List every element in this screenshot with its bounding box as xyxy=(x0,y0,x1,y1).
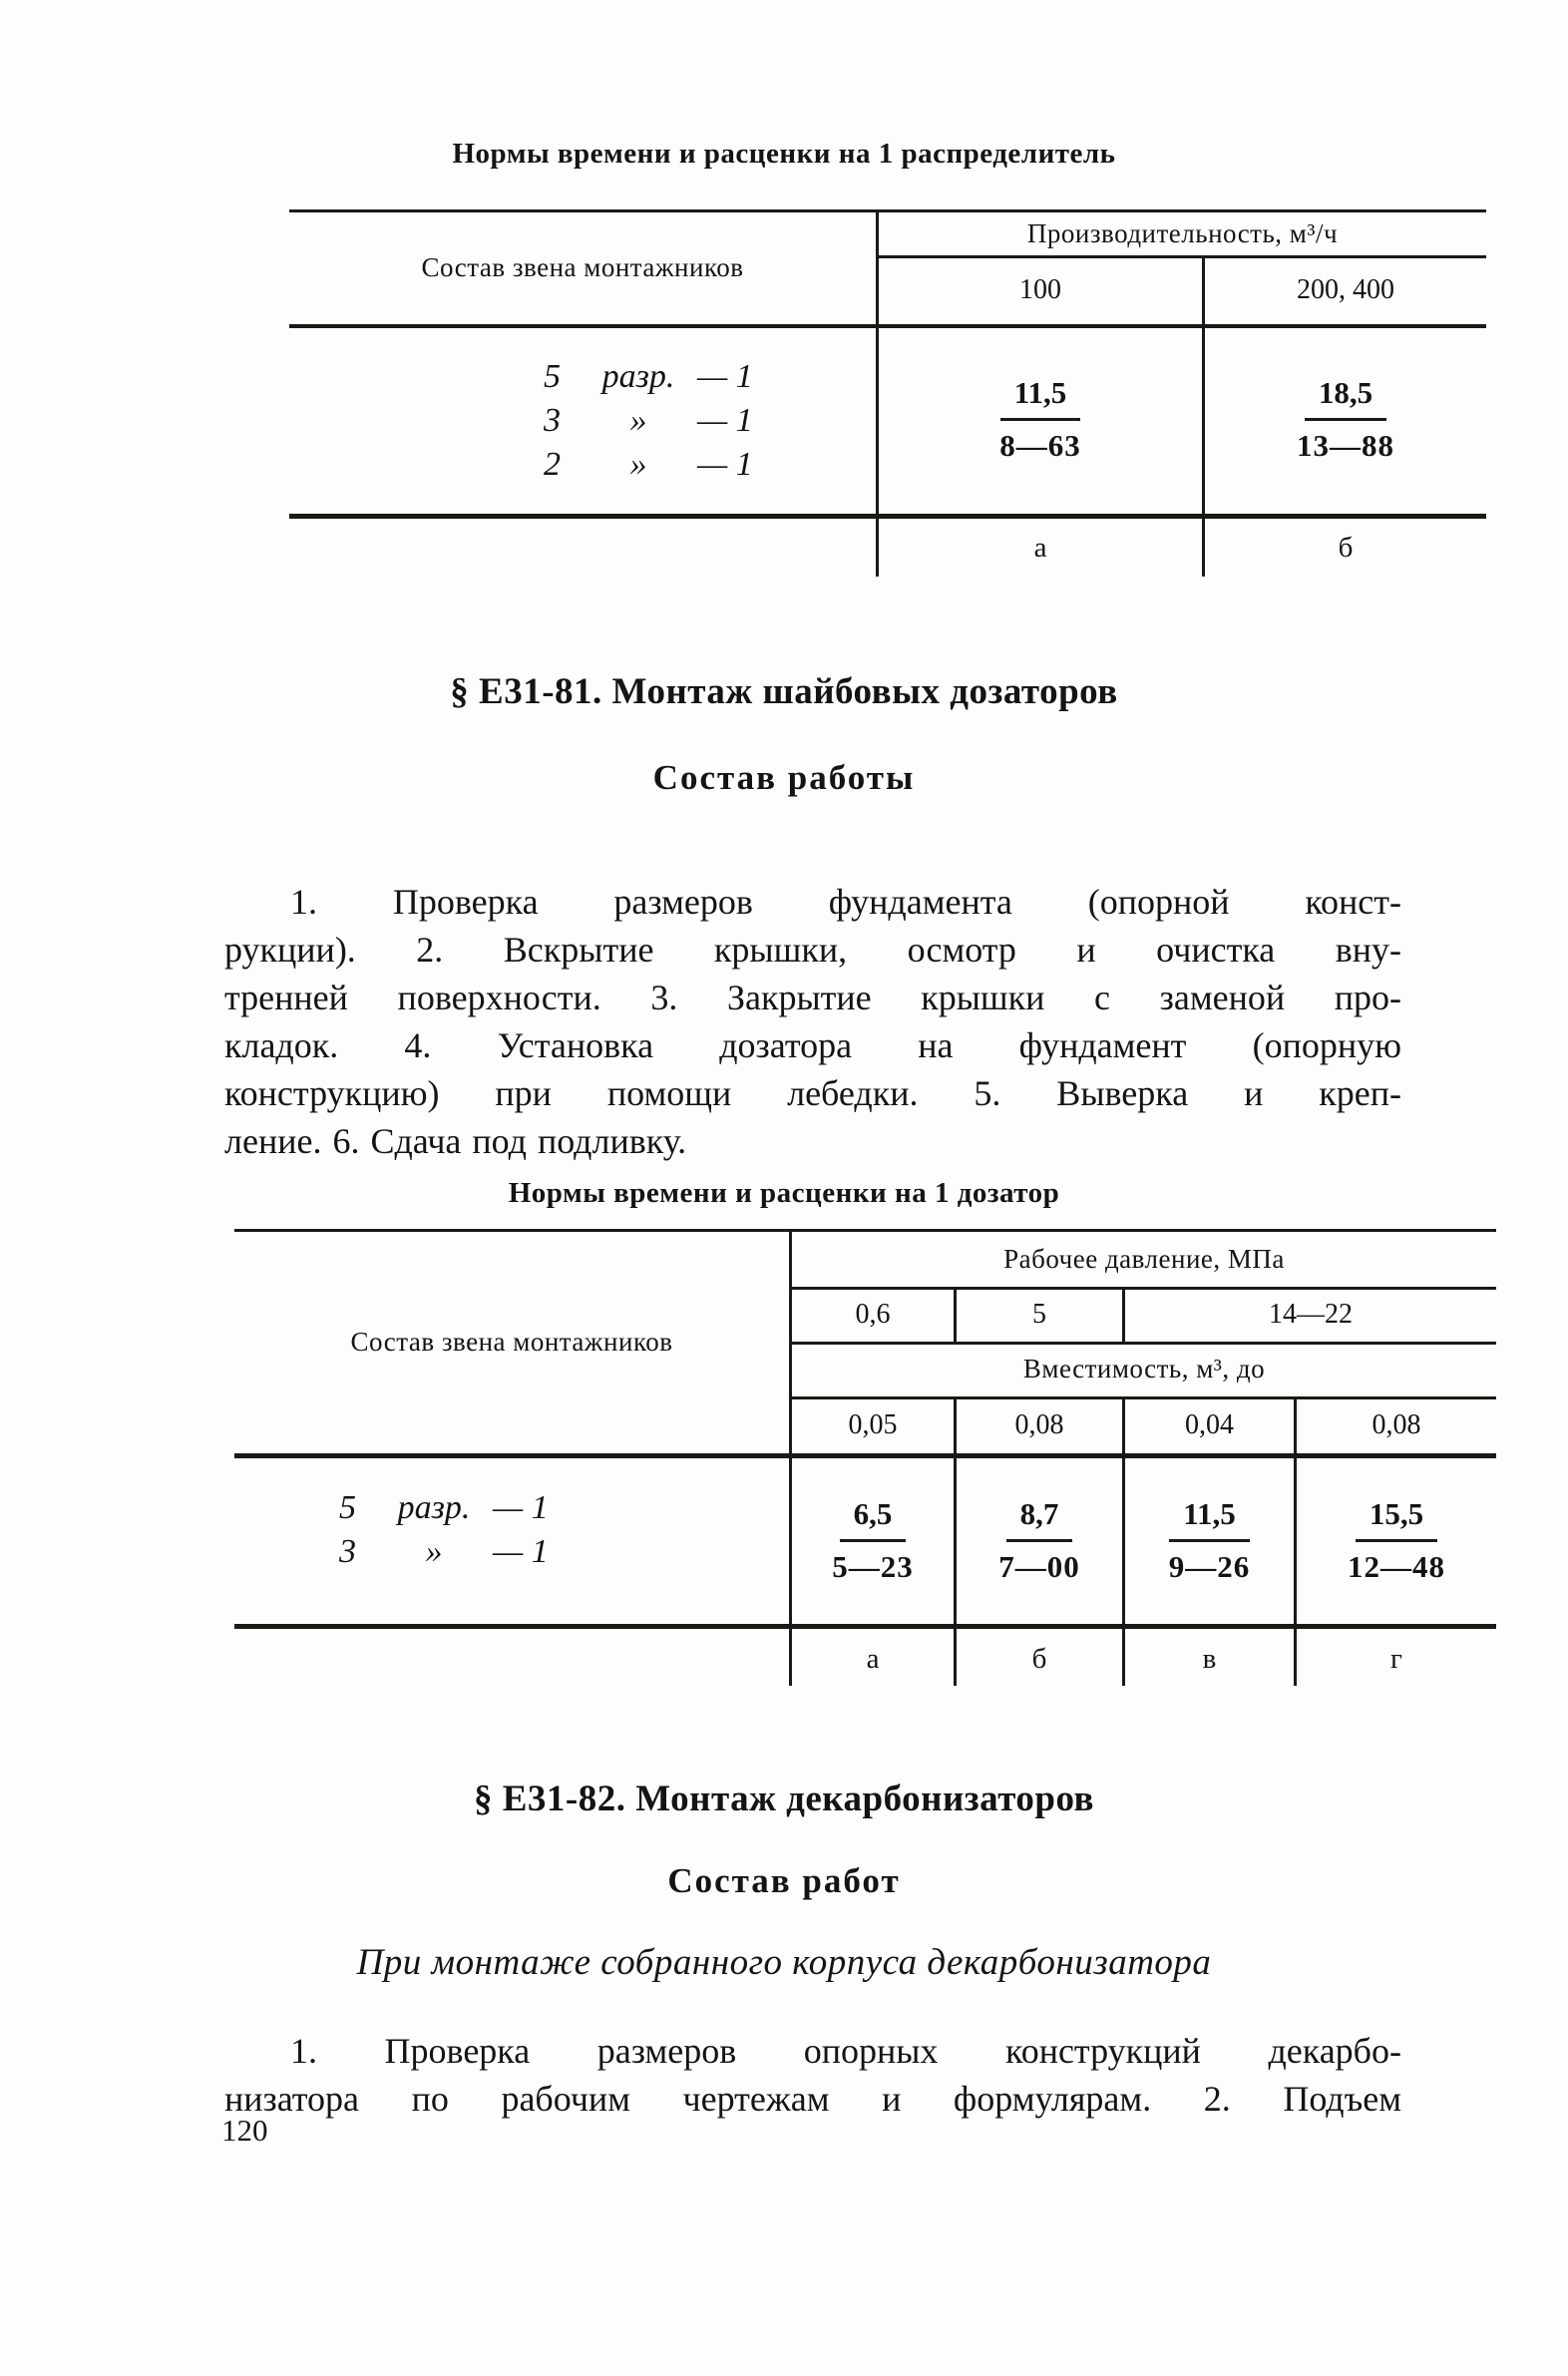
section1-subheading: Состав работы xyxy=(652,758,916,797)
rate-value: 12—48 xyxy=(1348,1549,1445,1584)
crew-count: — 1 xyxy=(493,1533,549,1570)
norm-value: 11,5 xyxy=(1169,1496,1250,1542)
norm-value: 11,5 xyxy=(1000,375,1081,421)
rate-value: 8—63 xyxy=(999,428,1081,463)
table2-crew xyxy=(339,1486,573,1574)
crew-word: » xyxy=(629,446,647,483)
table2-title: Нормы времени и расценки на 1 дозатор xyxy=(508,1177,1060,1209)
section1-paragraph xyxy=(224,878,1401,1165)
table2-value-a xyxy=(792,1496,954,1585)
crew-row xyxy=(544,443,777,487)
table1-body-rule xyxy=(289,514,1486,519)
paragraph-line: тренней поверхности. 3. Закрытие крышки с заменой про- xyxy=(224,978,1401,1017)
table1-col-header-100: 100 xyxy=(1019,273,1061,305)
rate-value: 9—26 xyxy=(1168,1549,1251,1584)
table2-capacity-col-4: 0,08 xyxy=(1372,1408,1421,1440)
crew-word: разр. xyxy=(397,1489,471,1526)
crew-grade: 5 xyxy=(544,358,561,395)
table2-value-g xyxy=(1297,1496,1496,1585)
paragraph-line: ление. 6. Сдача под подливку. xyxy=(224,1121,687,1161)
norm-value: 6,5 xyxy=(840,1496,907,1542)
section2-lead: При монтаже собранного корпуса декарбонизатора xyxy=(356,1942,1212,1983)
rate-value: 7—00 xyxy=(998,1549,1080,1584)
crew-row xyxy=(339,1486,573,1530)
table2-capacity-col-1: 0,05 xyxy=(848,1408,898,1440)
table2-value-b xyxy=(957,1496,1122,1585)
table2-index-b: б xyxy=(1031,1642,1047,1675)
crew-row xyxy=(339,1530,573,1574)
norm-value: 18,5 xyxy=(1305,375,1386,421)
table2-value-v xyxy=(1125,1496,1294,1585)
crew-count: — 1 xyxy=(697,358,753,395)
table2-pressure-col-1: 0,6 xyxy=(855,1298,891,1330)
table2-index-a: а xyxy=(866,1642,880,1675)
table2-pressure-col-2: 5 xyxy=(1032,1298,1046,1330)
table1-header-rule xyxy=(289,324,1486,328)
table1-value-a xyxy=(879,375,1202,464)
table2-pressure-header: Рабочее давление, МПа xyxy=(1003,1244,1285,1275)
crew-grade: 3 xyxy=(339,1533,356,1570)
table1 xyxy=(289,209,1486,577)
table2-capacity-col-2: 0,08 xyxy=(1014,1408,1064,1440)
table1-left-header: Состав звена монтажников xyxy=(421,252,744,283)
table1-index-a: а xyxy=(1033,531,1047,564)
table2-left-header: Состав звена монтажников xyxy=(350,1327,673,1358)
page-number: 120 xyxy=(221,2113,268,2148)
crew-row xyxy=(544,399,777,443)
crew-grade: 3 xyxy=(544,402,561,439)
crew-row xyxy=(544,355,777,399)
table1-value-b xyxy=(1205,375,1486,464)
table2-capacity-header: Вместимость, м³, до xyxy=(1022,1354,1266,1385)
paragraph-line: низатора по рабочим чертежам и формулярам. 2. Подъем xyxy=(224,2079,1401,2119)
crew-word: » xyxy=(629,402,647,439)
crew-word: » xyxy=(425,1533,443,1570)
crew-word: разр. xyxy=(601,358,675,395)
table2-index-g: г xyxy=(1390,1642,1402,1675)
table1-crew xyxy=(544,355,777,487)
crew-count: — 1 xyxy=(697,402,753,439)
crew-grade: 2 xyxy=(544,446,561,483)
section2-subheading: Состав работ xyxy=(667,1861,901,1900)
rate-value: 5—23 xyxy=(832,1549,914,1584)
table2-header-rule xyxy=(234,1453,1496,1458)
paragraph-line: кладок. 4. Установка дозатора на фундамент (опорную xyxy=(224,1025,1401,1065)
crew-grade: 5 xyxy=(339,1489,356,1526)
norm-value: 8,7 xyxy=(1006,1496,1073,1542)
table1-title: Нормы времени и расценки на 1 распределитель xyxy=(452,138,1116,170)
section1-heading: § Е31-81. Монтаж шайбовых дозаторов xyxy=(450,671,1118,712)
table1-index-b: б xyxy=(1338,531,1354,564)
section2-paragraph xyxy=(224,2027,1401,2123)
table2 xyxy=(234,1229,1496,1686)
table2-capacity-col-3: 0,04 xyxy=(1185,1408,1234,1440)
crew-count: — 1 xyxy=(493,1489,549,1526)
paragraph-line: рукции). 2. Вскрытие крышки, осмотр и очистка вну- xyxy=(224,930,1401,970)
norm-value: 15,5 xyxy=(1356,1496,1437,1542)
paragraph-line: 1. Проверка размеров опорных конструкций декарбо- xyxy=(290,2031,1401,2071)
crew-count: — 1 xyxy=(697,446,753,483)
paragraph-line: 1. Проверка размеров фундамента (опорной конст- xyxy=(290,882,1401,922)
table1-group-header: Производительность, м³/ч xyxy=(1026,218,1339,249)
table2-pressure-col-3: 14—22 xyxy=(1269,1298,1353,1330)
paragraph-line: конструкцию) при помощи лебедки. 5. Выверка и креп- xyxy=(224,1073,1401,1113)
table2-body-rule xyxy=(234,1624,1496,1629)
section2-heading: § Е31-82. Монтаж декарбонизаторов xyxy=(473,1779,1095,1819)
rate-value: 13—88 xyxy=(1297,428,1394,463)
table1-col-header-200-400: 200, 400 xyxy=(1297,273,1394,305)
table2-index-v: в xyxy=(1202,1642,1217,1675)
